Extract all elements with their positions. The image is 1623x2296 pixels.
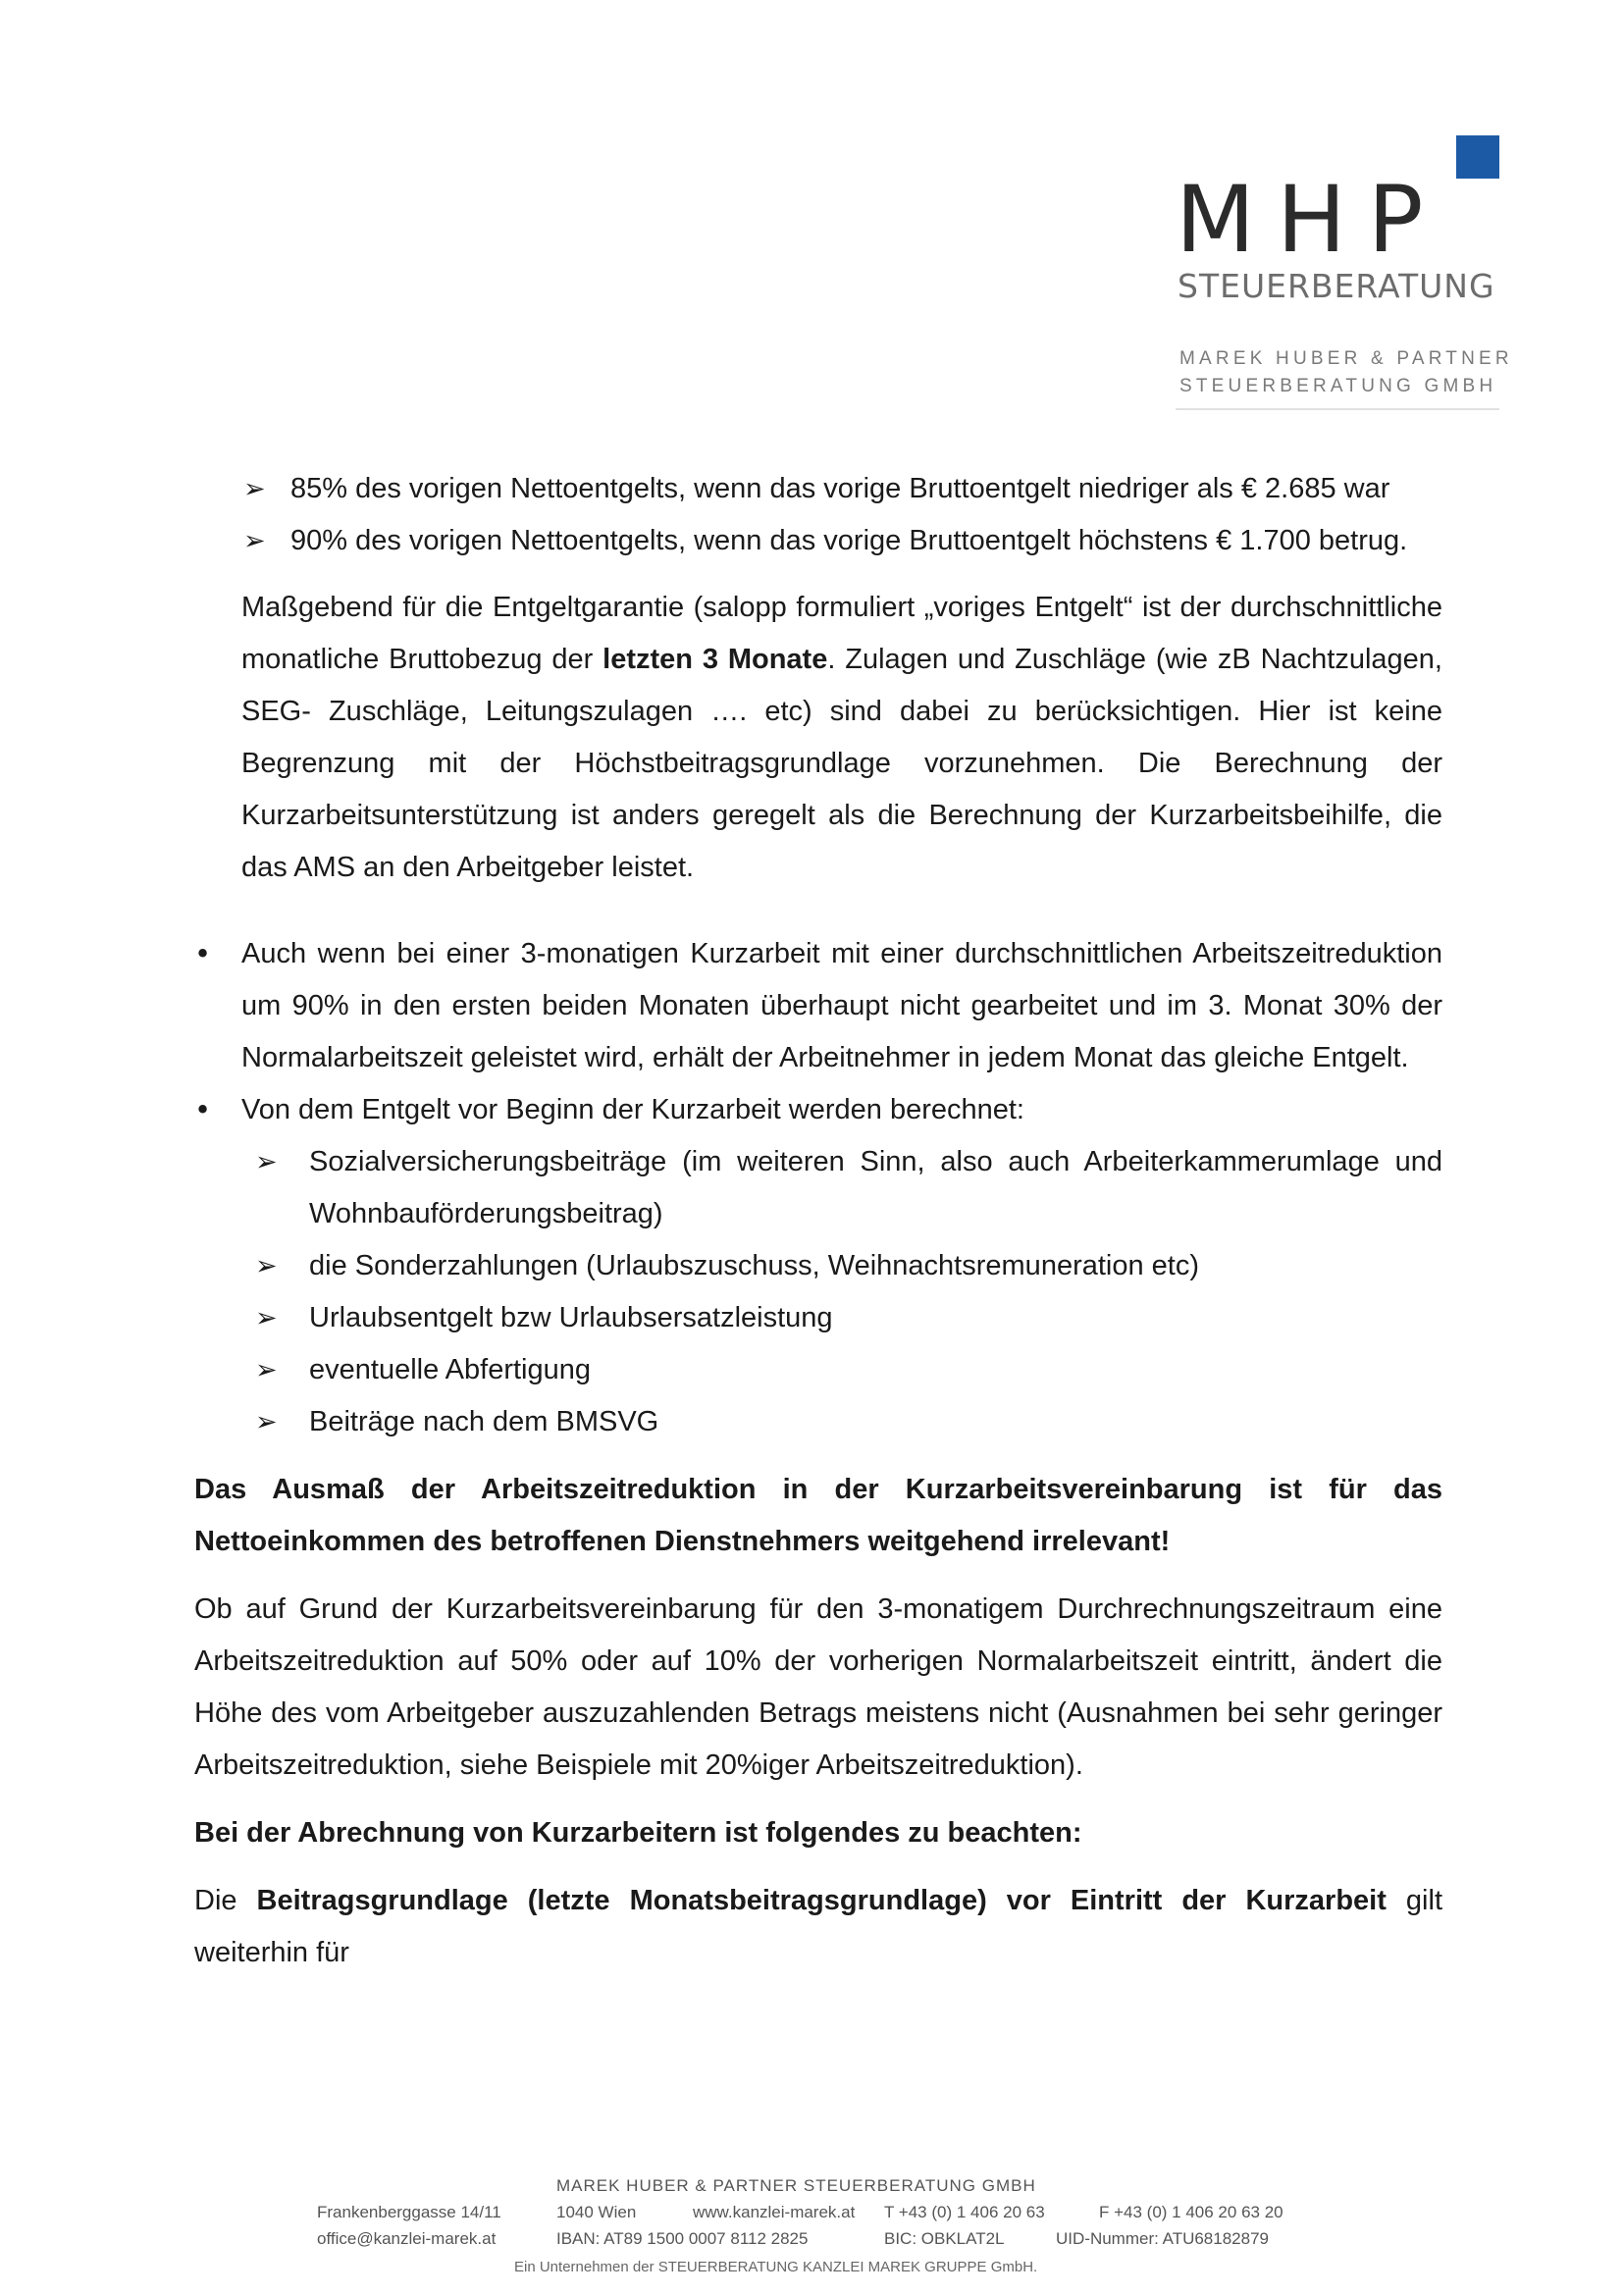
list-item-text: 90% des vorigen Nettoentgelts, wenn das vorige Bruttoentgelt höchstens € 1.700 betrug. (290, 525, 1408, 556)
arrow-bullet-icon: ➢ (255, 1147, 278, 1177)
arrow-bullet-icon: ➢ (255, 1407, 278, 1437)
list-item-text: 85% des vorigen Nettoentgelts, wenn das vorige Bruttoentgelt niedriger als € 2.685 war (290, 473, 1390, 504)
paragraph-ob: Ob auf Grund der Kurzarbeitsvereinbarung für den 3-monatigem Durchrechnungszeitraum eine Arbeitszeitreduktion auf 50% oder auf 10% der vorherigen Normalarbeitszeit eintritt, ändert die Höhe des vom Arbeitgeber auszuzahlenden Betrags meistens nicht (Ausnahmen bei sehr geringer Arbeitszeitreduktion, siehe Beispiele mit 20%iger Arbeitszeitreduktion). (194, 1593, 1442, 1781)
list-item-text: eventuelle Abfertigung (309, 1354, 591, 1385)
list-item-text: die Sonderzahlungen (Urlaubszuschuss, Weihnachtsremuneration etc) (309, 1250, 1200, 1281)
arrow-bullet-icon: ➢ (255, 1251, 278, 1281)
logo-brand: MHP (1176, 167, 1445, 274)
logo-company-name (1179, 345, 1513, 400)
paragraph-massgebend: Maßgebend für die Entgeltgarantie (salopp formuliert „voriges Entgelt“ ist der durchschnittliche monatliche Bruttobezug der letzten 3 Monate. Zulagen und Zuschläge (wie zB Nachtzulagen, SEG- Zuschläge, Leitungszulagen …. etc) sind dabei zu berücksichtigen. Hier ist keine Begrenzung mit der Höchstbeitragsgrundlage vorzunehmen. Die Berechnung der Kurzarbeitsunterstützung ist anders geregelt als die Berechnung der Kurzarbeitsbeihilfe, die das AMS an den Arbeitgeber leistet. (241, 592, 1442, 883)
footer-city: 1040 Wien (556, 2203, 637, 2221)
list-item (243, 515, 1442, 567)
logo-company-line2: STEUERBERATUNG GMBH (1179, 376, 1497, 396)
list-item (194, 1084, 1442, 1136)
bullet-icon: • (194, 1093, 212, 1126)
logo-subtitle: STEUERBERATUNG (1178, 267, 1495, 305)
list-item-text: Beiträge nach dem BMSVG (309, 1406, 659, 1437)
list-item-text: Sozialversicherungsbeiträge (im weiteren Sinn, also auch Arbeiterkammerumlage und Wohnbauförderungsbeitrag) (309, 1146, 1442, 1229)
logo-company-line1: MAREK HUBER & PARTNER (1179, 348, 1513, 369)
list-item (243, 463, 1442, 515)
list-item-text: Urlaubsentgelt bzw Urlaubsersatzleistung (309, 1302, 833, 1333)
arrow-bullet-icon: ➢ (243, 474, 266, 504)
logo-divider (1176, 408, 1499, 410)
footer-note: Ein Unternehmen der STEUERBERATUNG KANZLEI MAREK GRUPPE GmbH. (514, 2259, 1038, 2275)
footer-bic: BIC: OBKLAT2L (884, 2229, 1005, 2248)
footer-web: www.kanzlei-marek.at (693, 2203, 856, 2221)
document-body (194, 463, 1442, 1979)
footer-fax: F +43 (0) 1 406 20 63 20 (1099, 2203, 1283, 2221)
section-heading: Bei der Abrechnung von Kurzarbeitern ist folgendes zu beachten: (194, 1817, 1082, 1849)
footer-uid: UID-Nummer: ATU68182879 (1056, 2229, 1269, 2248)
bold-statement: Das Ausmaß der Arbeitszeitreduktion in der Kurzarbeitsvereinbarung ist für das Nettoeinkommen des betroffenen Dienstnehmers weitgehend irrelevant! (194, 1474, 1442, 1557)
logo-square-icon (1456, 135, 1499, 179)
list-item (255, 1240, 1442, 1292)
list-item (255, 1292, 1442, 1344)
paragraph-beitragsgrundlage: Die Beitragsgrundlage (letzte Monatsbeitragsgrundlage) vor Eintritt der Kurzarbeit gilt weiterhin für (194, 1885, 1442, 1968)
list-item (255, 1396, 1442, 1448)
bullet-icon: • (194, 937, 212, 970)
arrow-bullet-icon: ➢ (243, 526, 266, 556)
company-logo (1176, 135, 1513, 420)
list-item (255, 1136, 1442, 1240)
footer-firm: MAREK HUBER & PARTNER STEUERBERATUNG GMBH (556, 2176, 1036, 2195)
footer-iban: IBAN: AT89 1500 0007 8112 2825 (556, 2229, 809, 2248)
bullet-text: Auch wenn bei einer 3-monatigen Kurzarbeit mit einer durchschnittlichen Arbeitszeitreduktion um 90% in den ersten beiden Monaten überhaupt nicht gearbeitet und im 3. Monat 30% der Normalarbeitszeit geleistet wird, erhält der Arbeitnehmer in jedem Monat das gleiche Entgelt. (241, 938, 1442, 1073)
bullet-text: Von dem Entgelt vor Beginn der Kurzarbeit werden berechnet: (241, 1094, 1024, 1125)
footer-phone: T +43 (0) 1 406 20 63 (884, 2203, 1045, 2221)
footer-email: office@kanzlei-marek.at (317, 2229, 497, 2248)
footer-address: Frankenberggasse 14/11 (317, 2203, 501, 2221)
arrow-bullet-icon: ➢ (255, 1355, 278, 1385)
list-item (255, 1344, 1442, 1396)
arrow-bullet-icon: ➢ (255, 1303, 278, 1333)
list-item (194, 928, 1442, 1084)
